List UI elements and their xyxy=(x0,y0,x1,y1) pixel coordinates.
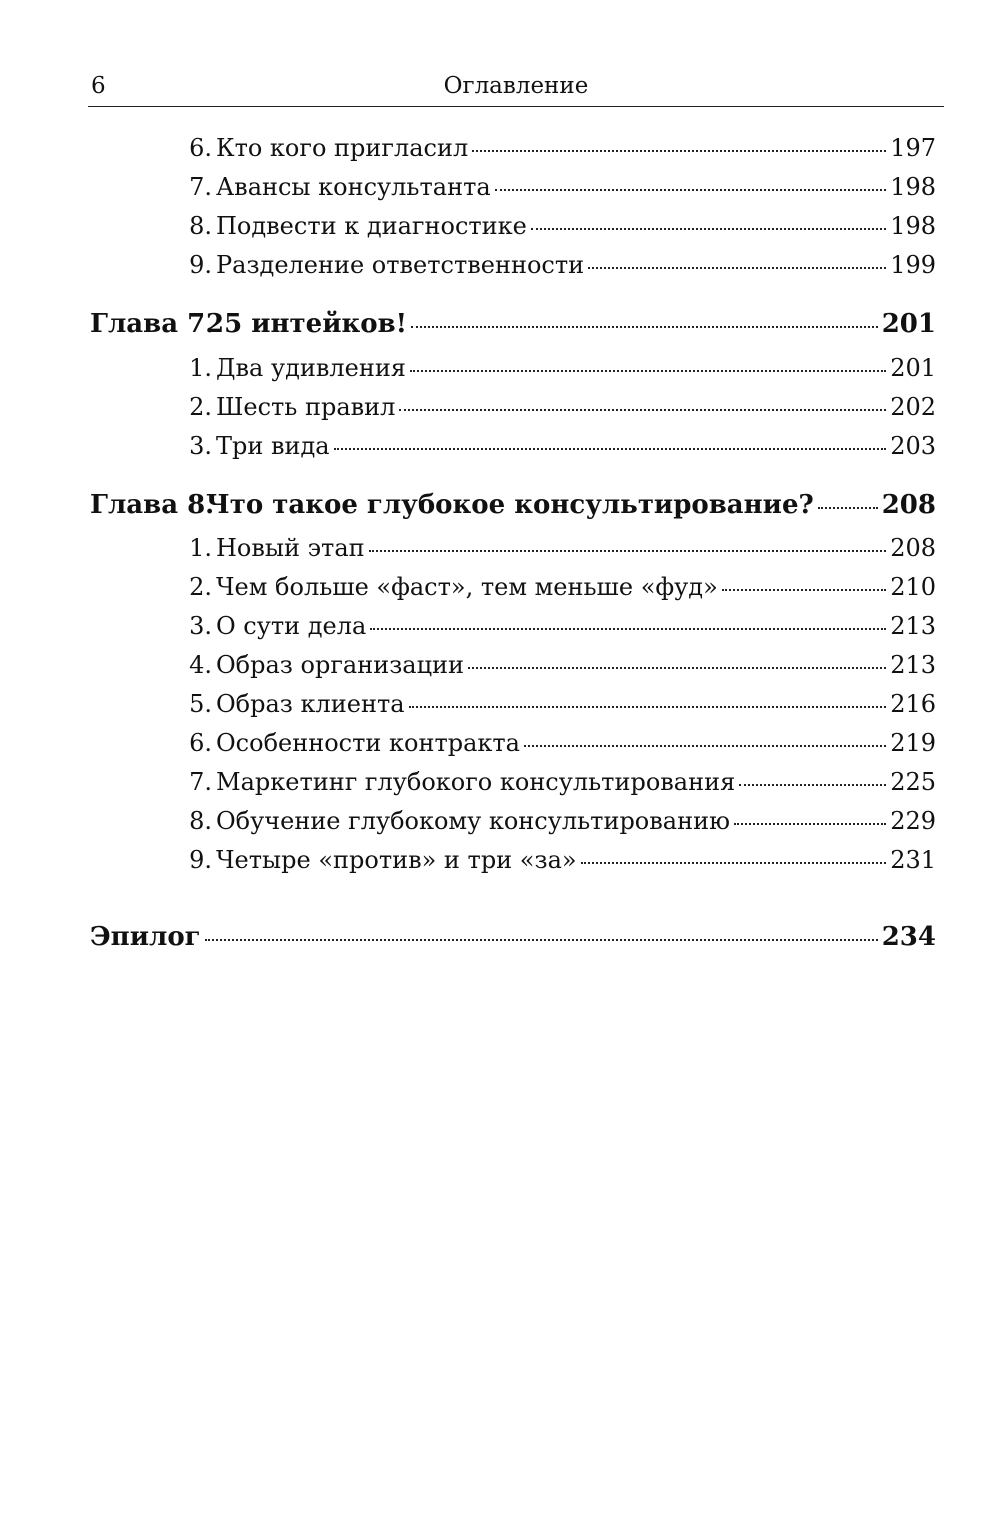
entry-number: 7. xyxy=(189,768,212,796)
leader-dots xyxy=(369,550,887,552)
toc-entry[interactable] xyxy=(176,393,936,421)
entry-page: 197 xyxy=(890,134,936,162)
entry-page: 198 xyxy=(890,173,936,201)
entry-title: Шесть правил xyxy=(216,393,396,421)
entry-number: 6. xyxy=(189,729,212,757)
entry-number: 3. xyxy=(189,612,212,640)
entry-title: Обучение глубокому консультированию xyxy=(216,807,730,835)
leader-dots xyxy=(409,706,887,708)
chapter-page: 208 xyxy=(881,490,936,520)
entry-page: 225 xyxy=(890,768,936,796)
entry-title: Образ клиента xyxy=(216,690,405,718)
entry-page: 229 xyxy=(890,807,936,835)
toc-entry[interactable] xyxy=(176,432,936,460)
page-number: 6 xyxy=(91,73,106,99)
entry-number: 8. xyxy=(189,212,212,240)
entry-number: 1. xyxy=(189,534,212,562)
leader-dots xyxy=(818,507,878,509)
chapter-page: 201 xyxy=(881,309,936,339)
toc-entry[interactable] xyxy=(176,534,936,562)
entry-page: 210 xyxy=(890,573,936,601)
entry-number: 1. xyxy=(189,354,212,382)
entry-title: Четыре «против» и три «за» xyxy=(216,846,577,874)
toc-entry[interactable] xyxy=(176,354,936,382)
leader-dots xyxy=(588,267,886,269)
leader-dots xyxy=(468,667,886,669)
leader-dots xyxy=(472,150,886,152)
entry-page: 202 xyxy=(890,393,936,421)
entry-page: 231 xyxy=(890,846,936,874)
entry-title: Авансы консультанта xyxy=(216,173,491,201)
leader-dots xyxy=(410,370,886,372)
leader-dots xyxy=(370,628,886,630)
leader-dots xyxy=(734,823,886,825)
leader-dots xyxy=(531,228,886,230)
entry-number: 9. xyxy=(189,846,212,874)
entry-page: 199 xyxy=(890,251,936,279)
entry-title: О сути дела xyxy=(216,612,367,640)
entry-page: 219 xyxy=(890,729,936,757)
entry-title: Разделение ответственности xyxy=(216,251,585,279)
chapter-label: Глава 8. xyxy=(90,490,215,520)
chapter-label: Глава 7. xyxy=(90,309,215,339)
leader-dots xyxy=(334,448,887,450)
toc-chapter-8[interactable] xyxy=(90,490,936,520)
toc-entry[interactable] xyxy=(176,251,936,279)
epilog-title: Эпилог xyxy=(90,922,201,952)
leader-dots xyxy=(722,589,886,591)
entry-page: 208 xyxy=(890,534,936,562)
leader-dots xyxy=(739,784,886,786)
toc-entry[interactable] xyxy=(176,212,936,240)
entry-page: 198 xyxy=(890,212,936,240)
leader-dots xyxy=(411,326,878,328)
entry-title: Чем больше «фаст», тем меньше «фуд» xyxy=(216,573,718,601)
entry-page: 216 xyxy=(890,690,936,718)
entry-number: 5. xyxy=(189,690,212,718)
entry-title: Подвести к диагностике xyxy=(216,212,527,240)
toc-entry[interactable] xyxy=(176,173,936,201)
entry-title: Новый этап xyxy=(216,534,365,562)
entry-number: 3. xyxy=(189,432,212,460)
entry-number: 2. xyxy=(189,393,212,421)
toc-entry[interactable] xyxy=(176,768,936,796)
toc-epilog[interactable] xyxy=(90,922,936,952)
leader-dots xyxy=(495,189,887,191)
toc-entry[interactable] xyxy=(176,690,936,718)
entry-number: 9. xyxy=(189,251,212,279)
entry-page: 213 xyxy=(890,612,936,640)
running-title: Оглавление xyxy=(443,73,589,99)
entry-number: 7. xyxy=(189,173,212,201)
entry-number: 2. xyxy=(189,573,212,601)
toc-entry[interactable] xyxy=(176,134,936,162)
page-header xyxy=(88,70,944,107)
toc-chapter-7[interactable] xyxy=(90,309,936,339)
toc-entry[interactable] xyxy=(176,651,936,679)
chapter-title: Что такое глубокое консультирование? xyxy=(206,490,814,520)
chapter-title: 25 интейков! xyxy=(206,309,408,339)
entry-page: 203 xyxy=(890,432,936,460)
entry-title: Три вида xyxy=(216,432,330,460)
entry-page: 201 xyxy=(890,354,936,382)
toc-entry[interactable] xyxy=(176,612,936,640)
leader-dots xyxy=(524,745,886,747)
leader-dots xyxy=(399,409,886,411)
entry-title: Образ организации xyxy=(216,651,465,679)
toc-entry[interactable] xyxy=(176,846,936,874)
entry-number: 4. xyxy=(189,651,212,679)
entry-title: Особенности контракта xyxy=(216,729,520,757)
toc-entry[interactable] xyxy=(176,807,936,835)
entry-number: 8. xyxy=(189,807,212,835)
entry-title: Кто кого пригласил xyxy=(216,134,469,162)
toc-entry[interactable] xyxy=(176,573,936,601)
entry-page: 213 xyxy=(890,651,936,679)
leader-dots xyxy=(205,939,878,941)
epilog-page: 234 xyxy=(881,922,936,952)
toc-entry[interactable] xyxy=(176,729,936,757)
entry-number: 6. xyxy=(189,134,212,162)
leader-dots xyxy=(581,862,887,864)
entry-title: Маркетинг глубокого консультирования xyxy=(216,768,736,796)
entry-title: Два удивления xyxy=(216,354,406,382)
